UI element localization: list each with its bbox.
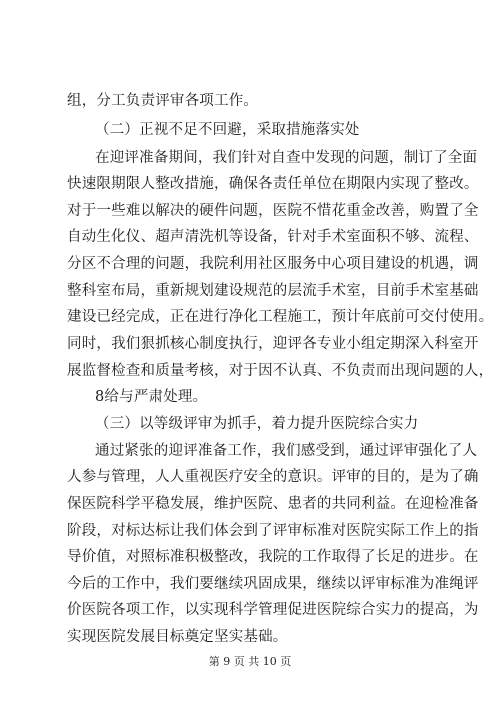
section-heading-3: （三）以等级评审为抓手，着力提升医院综合实力 <box>95 416 419 432</box>
text-line-8: 整科室布局，重新规划建设规范的层流手术室，目前手术室基础 <box>67 283 479 299</box>
text-line-11: 展监督检查和质量考核，对于因不认真、不负责而出现问题的人， <box>67 363 494 379</box>
text-line-10: 同时，我们狠抓核心制度执行，迎评各专业小组定期深入科室开 <box>67 336 479 352</box>
text-line-6: 自动生化仪、超声清洗机等设备，针对手术室面积不够、流程、 <box>67 229 479 245</box>
text-line-15: 人参与管理，人人重视医疗安全的意识。评审的目的，是为了确 <box>67 469 479 485</box>
text-line-17: 阶段，对标达标让我们体会到了评审标准对医院实际工作上的指 <box>67 523 479 539</box>
text-line-18: 导价值，对照标准积极整改，我院的工作取得了长足的进步。在 <box>67 549 479 565</box>
text-line-14: 通过紧张的迎评准备工作，我们感受到，通过评审强化了人 <box>95 443 478 459</box>
section-heading-2: （二）正视不足不回避，采取措施落实处 <box>95 122 360 138</box>
text-line-21: 实现医院发展目标奠定坚实基础。 <box>67 629 288 645</box>
text-line-5: 对于一些难以解决的硬件问题，医院不惜花重金改善，购置了全 <box>67 203 479 219</box>
text-line-4: 快速限期限人整改措施，确保各责任单位在期限内实现了整改。 <box>67 176 479 192</box>
text-line-16: 保医院科学平稳发展，维护医院、患者的共同利益。在迎检准备 <box>67 496 479 512</box>
text-line-1: 组，分工负责评审各项工作。 <box>67 93 259 109</box>
text-line-19: 今后的工作中，我们要继续巩固成果，继续以评审标准为准绳评 <box>67 576 479 592</box>
text-line-3: 在迎评准备期间，我们针对自查中发现的问题，制订了全面 <box>95 150 478 166</box>
text-line-9: 建设已经完成，正在进行净化工程施工，预计年底前可交付使用。 <box>67 309 494 325</box>
text-line-20: 价医院各项工作，以实现科学管理促进医院综合实力的提高，为 <box>67 602 479 618</box>
page-footer: 第 9 页 共 10 页 <box>208 655 292 668</box>
text-line-7: 分区不合理的问题，我院利用社区服务中心项目建设的机遇，调 <box>67 256 479 272</box>
text-line-12: 8给与严肃处理。 <box>95 389 208 405</box>
